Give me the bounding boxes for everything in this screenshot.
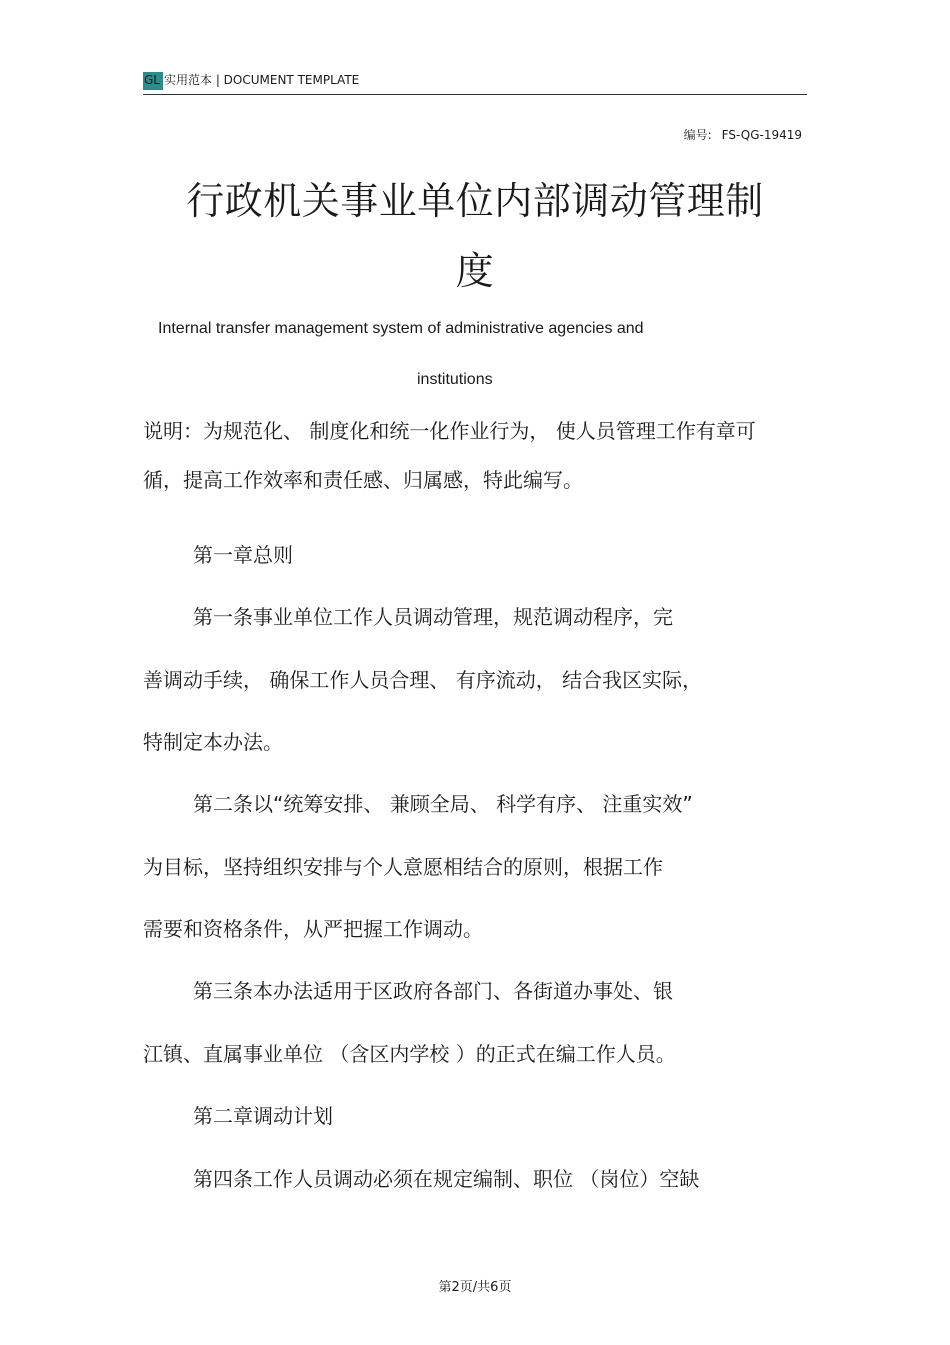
chapter-1-heading: 第一章总则 (193, 543, 293, 567)
article-3-line-1: 第三条本办法适用于区政府各部门、各街道办事处、银 (193, 979, 673, 1003)
title-line-2: 度 (455, 249, 495, 293)
article-4-line-1: 第四条工作人员调动必须在规定编制、职位 （岗位）空缺 (193, 1167, 700, 1191)
article-1-line-1: 第一条事业单位工作人员调动管理，规范调动程序，完 (193, 605, 673, 629)
article-2-line-2: 为目标，坚持组织安排与个人意愿相结合的原则，根据工作 (143, 855, 663, 879)
document-header (143, 70, 807, 95)
subtitle-line-2: institutions (417, 371, 493, 388)
logo-text: GL (144, 73, 160, 87)
article-2-line-1: 第二条以“统筹安排、 兼顾全局、 科学有序、 注重实效” (193, 792, 693, 816)
chapter-2-heading: 第二章调动计划 (193, 1104, 333, 1128)
header-label: 实用范本 | DOCUMENT TEMPLATE (164, 73, 360, 87)
document-number-value: FS-QG-19419 (721, 128, 802, 142)
document-number (684, 127, 802, 143)
title-line-1: 行政机关事业单位内部调动管理制 (186, 179, 764, 223)
page-footer: 第2页/共6页 (438, 1280, 512, 1295)
article-1-line-2: 善调动手续， 确保工作人员合理、 有序流动， 结合我区实际， (143, 668, 703, 692)
subtitle-line-1: Internal transfer management system of administrative agencies and (158, 320, 644, 337)
description-line-1: 说明：为规范化、 制度化和统一化作业行为， 使人员管理工作有章可 (143, 419, 756, 443)
document-number-label: 编号: (683, 128, 712, 142)
article-2-line-3: 需要和资格条件，从严把握工作调动。 (143, 917, 483, 941)
article-1-line-3: 特制定本办法。 (143, 730, 283, 754)
document-title (150, 166, 800, 306)
description-line-2: 循，提高工作效率和责任感、归属感，特此编写。 (143, 468, 583, 492)
article-3-line-2: 江镇、直属事业单位 （含区内学校 ）的正式在编工作人员。 (143, 1042, 676, 1066)
